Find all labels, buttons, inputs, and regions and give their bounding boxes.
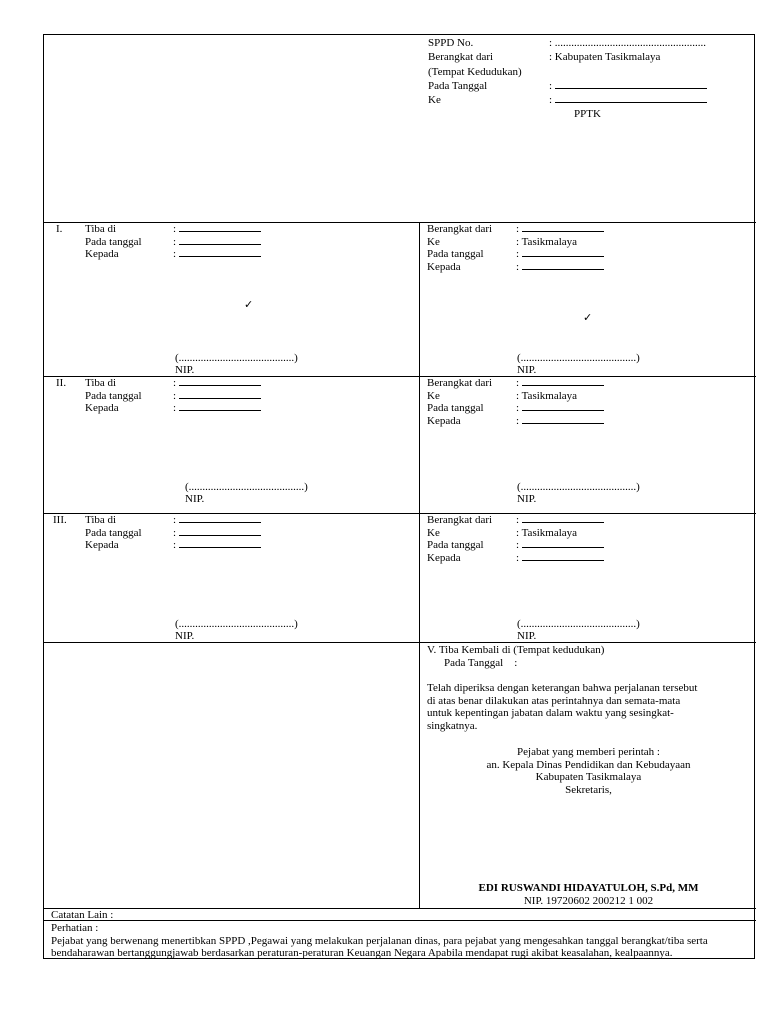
row-divider-6 xyxy=(44,920,756,921)
column-divider xyxy=(419,222,420,908)
section-3-ke-value: : Tasikmalaya xyxy=(516,527,578,539)
signer-line: Kabupaten Tasikmalaya xyxy=(535,771,642,783)
row-divider-3 xyxy=(44,513,756,514)
pada-tanggal-value: : xyxy=(549,80,707,92)
section-2-right-pada-tanggal-field: : xyxy=(516,402,604,414)
berangkat-dari-label: Berangkat dari xyxy=(428,51,494,63)
check-icon: ✓ xyxy=(244,298,254,311)
paragraph-line: Telah diperiksa dengan keterangan bahwa perjalanan tersebut xyxy=(427,682,698,694)
section-2-kepada-field: : xyxy=(173,402,261,414)
section-2-right-pada-tanggal-label: Pada tanggal xyxy=(427,402,484,414)
section-1-right-pada-tanggal-field: : xyxy=(516,248,604,260)
row-divider-5 xyxy=(44,908,756,909)
check-icon: ✓ xyxy=(583,311,593,324)
section-3-berangkat-dari-field: : xyxy=(516,514,604,526)
section-3-left-signature: (..........................................) xyxy=(175,618,298,630)
section-1-number: I. xyxy=(56,223,63,235)
pptk-label: PPTK xyxy=(574,108,601,120)
section-3-right-pada-tanggal-field: : xyxy=(516,539,604,551)
section-3-number: III. xyxy=(53,514,67,526)
section-2-ke-value: : Tasikmalaya xyxy=(516,390,578,402)
section-1-berangkat-dari-label: Berangkat dari xyxy=(427,223,493,235)
section-1-tiba-di-label: Tiba di xyxy=(85,223,117,235)
signer-line: Sekretaris, xyxy=(565,783,612,796)
section-2-right-kepada-label: Kepada xyxy=(427,415,461,427)
section-3-kepada-field: : xyxy=(173,539,261,551)
pada-tanggal-label: Pada Tanggal xyxy=(428,80,488,92)
section-5-paragraph xyxy=(427,682,747,732)
section-1-right-signature: (..........................................) xyxy=(517,352,640,364)
row-divider-2 xyxy=(44,376,756,377)
sppd-back-page xyxy=(43,34,755,959)
section-2-right-kepada-field: : xyxy=(516,415,604,427)
signer-block xyxy=(421,746,756,796)
section-2-pada-tanggal-field: : xyxy=(173,390,261,402)
section-3-right-pada-tanggal-label: Pada tanggal xyxy=(427,539,484,551)
section-2-pada-tanggal-label: Pada tanggal xyxy=(85,390,142,402)
section-3-left-nip: NIP. xyxy=(175,630,195,642)
section-1-pada-tanggal-label: Pada tanggal xyxy=(85,236,142,248)
section-3-pada-tanggal-label: Pada tanggal xyxy=(85,527,142,539)
section-3-ke-label: Ke xyxy=(427,527,440,539)
berangkat-dari-value: : Kabupaten Tasikmalaya xyxy=(549,51,661,63)
sppd-no-value: : ....................................................... xyxy=(549,37,707,49)
section-1-pada-tanggal-field: : xyxy=(173,236,261,248)
section-3-pada-tanggal-field: : xyxy=(173,527,261,539)
section-1-right-pada-tanggal-label: Pada tanggal xyxy=(427,248,484,260)
paragraph-line: di atas benar dilakukan atas perintahnya dan semata-mata xyxy=(427,694,681,707)
section-2-ke-label: Ke xyxy=(427,390,440,402)
section-1-ke-label: Ke xyxy=(427,236,440,248)
section-2-tiba-di-label: Tiba di xyxy=(85,377,117,389)
section-3-kepada-label: Kepada xyxy=(85,539,119,551)
section-1-kepada-label: Kepada xyxy=(85,248,119,260)
section-2-right-signature: (..........................................) xyxy=(517,481,640,493)
section-1-kepada-field: : xyxy=(173,248,261,260)
section-2-kepada-label: Kepada xyxy=(85,402,119,414)
section-3-right-nip: NIP. xyxy=(517,630,537,642)
section-1-right-kepada-label: Kepada xyxy=(427,261,461,273)
sppd-form-table xyxy=(43,34,755,959)
paragraph-line: singkatnya. xyxy=(427,719,478,732)
section-3-tiba-di-field: : xyxy=(173,514,261,526)
section-5-title: V. Tiba Kembali di (Tempat kedudukan) xyxy=(427,644,605,656)
ke-label: Ke xyxy=(428,94,441,106)
section-1-right-nip: NIP. xyxy=(517,364,537,376)
section-2-left-signature: (..........................................) xyxy=(185,481,308,493)
section-1-ke-value: : Tasikmalaya xyxy=(516,236,578,248)
section-1-right-kepada-field: : xyxy=(516,261,604,273)
ke-value: : xyxy=(549,94,707,106)
section-3-tiba-di-label: Tiba di xyxy=(85,514,117,526)
row-divider-4 xyxy=(44,642,756,643)
tempat-kedudukan-label: (Tempat Kedudukan) xyxy=(428,66,522,78)
signer-nip: NIP. 19720602 200212 1 002 xyxy=(523,895,654,907)
section-2-tiba-di-field: : xyxy=(173,377,261,389)
row-divider-1 xyxy=(44,222,756,223)
section-3-right-kepada-field: : xyxy=(516,552,604,564)
sppd-no-label: SPPD No. xyxy=(428,37,474,49)
paragraph-line: untuk kepentingan jabatan dalam waktu yang sesingkat- xyxy=(427,707,674,719)
signer-line: an. Kepala Dinas Pendidikan dan Kebudayaan xyxy=(486,758,691,771)
section-2-left-nip: NIP. xyxy=(185,493,205,505)
section-2-berangkat-dari-field: : xyxy=(516,377,604,389)
perhatian-label: Perhatian : xyxy=(51,922,99,934)
perhatian-note-line-2: bendaharawan bertanggungjawab berdasarkan peraturan-peraturan Keuangan Negara Apabila mendapat rugi akibat keasalahan, kealpaannya. xyxy=(51,947,673,959)
section-1-berangkat-dari-field: : xyxy=(516,223,604,235)
section-1-left-signature: (..........................................) xyxy=(175,352,298,364)
section-2-right-nip: NIP. xyxy=(517,493,537,505)
section-1-tiba-di-field: : xyxy=(173,223,261,235)
signer-line: Pejabat yang memberi perintah : xyxy=(517,746,660,758)
section-2-berangkat-dari-label: Berangkat dari xyxy=(427,377,493,389)
perhatian-note-line-1: Pejabat yang berwenang menertibkan SPPD ,Pegawai yang melakukan perjalanan dinas, para pejabat yang mengesahkan tanggal berangkat/tiba serta xyxy=(51,935,708,947)
section-3-berangkat-dari-label: Berangkat dari xyxy=(427,514,493,526)
section-3-right-signature: (..........................................) xyxy=(517,618,640,630)
section-2-number: II. xyxy=(56,377,67,389)
catatan-lain-label: Catatan Lain : xyxy=(51,909,114,921)
signer-name: EDI RUSWANDI HIDAYATULOH, S.Pd, MM xyxy=(478,882,699,894)
section-1-left-nip: NIP. xyxy=(175,364,195,376)
section-5-date-line: Pada Tanggal : xyxy=(444,657,518,669)
section-3-right-kepada-label: Kepada xyxy=(427,552,461,564)
